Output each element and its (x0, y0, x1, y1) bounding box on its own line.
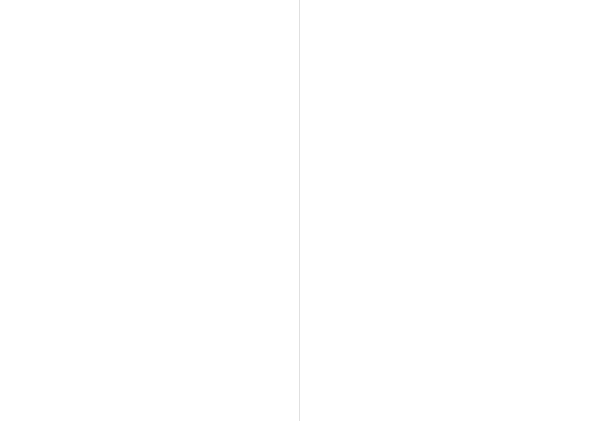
left-column-1 (26, 14, 152, 394)
right-column-1 (312, 14, 441, 394)
left-page-columns (26, 14, 287, 394)
left-column-2 (161, 14, 287, 394)
right-page-columns (312, 14, 578, 394)
right-page (300, 0, 600, 421)
right-column-2 (450, 14, 579, 394)
left-page (0, 0, 299, 421)
